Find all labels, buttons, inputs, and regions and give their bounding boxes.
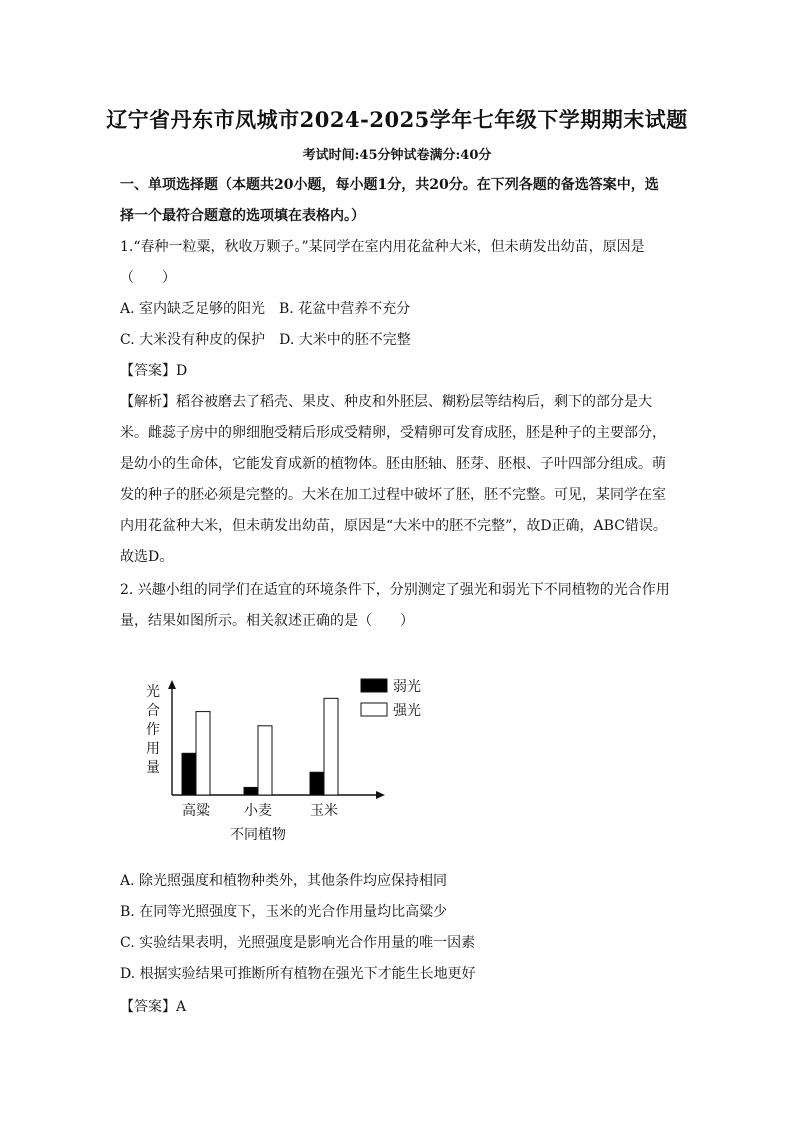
- bar-weak-2: [310, 772, 324, 795]
- q1-analysis-line4: 发的种子的胚必须是完整的。大米在加工过程中破坏了胚，胚不完整。可见，某同学在室: [120, 487, 666, 503]
- q1-stem-line2: （ ）: [120, 270, 176, 286]
- q1-answer: 【答案】D: [120, 363, 188, 379]
- q1-analysis-line6: 故选D。: [120, 549, 174, 565]
- section-heading-line1: 一、单项选择题（本题共20小题，每小题1分，共20分。在下列各题的备选答案中，选: [120, 177, 659, 193]
- q2-answer: 【答案】A: [120, 999, 187, 1015]
- q1-options-cd: C. 大米没有种皮的保护 D. 大米中的胚不完整: [120, 332, 411, 348]
- q1-analysis-line1: 【解析】稻谷被磨去了稻壳、果皮、种皮和外胚层、糊粉层等结构后，剩下的部分是大: [120, 394, 652, 410]
- y-axis-label-char: 合: [146, 703, 160, 719]
- y-axis-label-char: 作: [146, 722, 160, 738]
- q1-analysis-line2: 米。雌蕊子房中的卵细胞受精后形成受精卵，受精卵可发育成胚，胚是种子的主要部分，: [120, 425, 666, 441]
- q2-option-c: C. 实验结果表明，光照强度是影响光合作用量的唯一因素: [120, 935, 476, 951]
- q2-stem-line2: 量，结果如图所示。相关叙述正确的是（ ）: [120, 613, 414, 629]
- y-axis-label-char: 光: [146, 684, 160, 700]
- q2-option-d: D. 根据实验结果可推断所有植物在强光下才能生长地更好: [120, 966, 476, 982]
- chart-labels: [146, 683, 338, 843]
- bar-weak-0: [182, 753, 196, 795]
- legend-swatch-strong: [361, 703, 387, 716]
- page-title: 辽宁省丹东市凤城市2024-2025学年七年级下学期期末试题: [106, 107, 688, 132]
- x-tick-label: 小麦: [244, 803, 272, 819]
- q2-stem-line1: 2. 兴趣小组的同学们在适宜的环境条件下，分别测定了强光和弱光下不同植物的光合作用: [120, 582, 670, 598]
- q1-stem-line1: 1.“春种一粒粟，秋收万颗子。”某同学在室内用花盆种大米，但未萌发出幼苗，原因是: [120, 239, 645, 255]
- section-heading-line2: 择一个最符合题意的选项填在表格内。）: [120, 208, 365, 224]
- chart-bars: [182, 698, 338, 795]
- q2-option-b: B. 在同等光照强度下，玉米的光合作用量均比高粱少: [120, 904, 448, 920]
- bar-chart: [140, 672, 440, 852]
- q1-options-ab: A. 室内缺乏足够的阳光 B. 花盆中营养不充分: [120, 301, 411, 317]
- bar-strong-1: [258, 726, 272, 795]
- chart-legend: [361, 678, 421, 719]
- x-tick-label: 高粱: [182, 803, 210, 819]
- bar-weak-1: [244, 787, 258, 795]
- q1-analysis-line5: 内用花盆种大米，但未萌发出幼苗，原因是“大米中的胚不完整”，故D正确，ABC错误。: [120, 518, 667, 534]
- y-axis-label-char: 用: [146, 741, 160, 757]
- x-axis-label: 不同植物: [230, 827, 286, 843]
- legend-label-strong: 强光: [393, 703, 421, 719]
- legend-swatch-weak: [361, 679, 387, 692]
- q2-option-a: A. 除光照强度和植物种类外，其他条件均应保持相同: [120, 873, 448, 889]
- y-axis-label-char: 量: [146, 760, 160, 776]
- x-tick-label: 玉米: [310, 803, 338, 819]
- q1-analysis-line3: 是幼小的生命体，它能发育成新的植物体。胚由胚轴、胚芽、胚根、子叶四部分组成。萌: [120, 456, 666, 472]
- y-axis-arrow: [168, 680, 176, 689]
- bar-strong-2: [324, 698, 338, 795]
- x-axis-arrow: [376, 791, 385, 799]
- exam-info: 考试时间:45分钟试卷满分:40分: [302, 148, 492, 163]
- bar-strong-0: [196, 712, 210, 795]
- legend-label-weak: 弱光: [393, 679, 421, 695]
